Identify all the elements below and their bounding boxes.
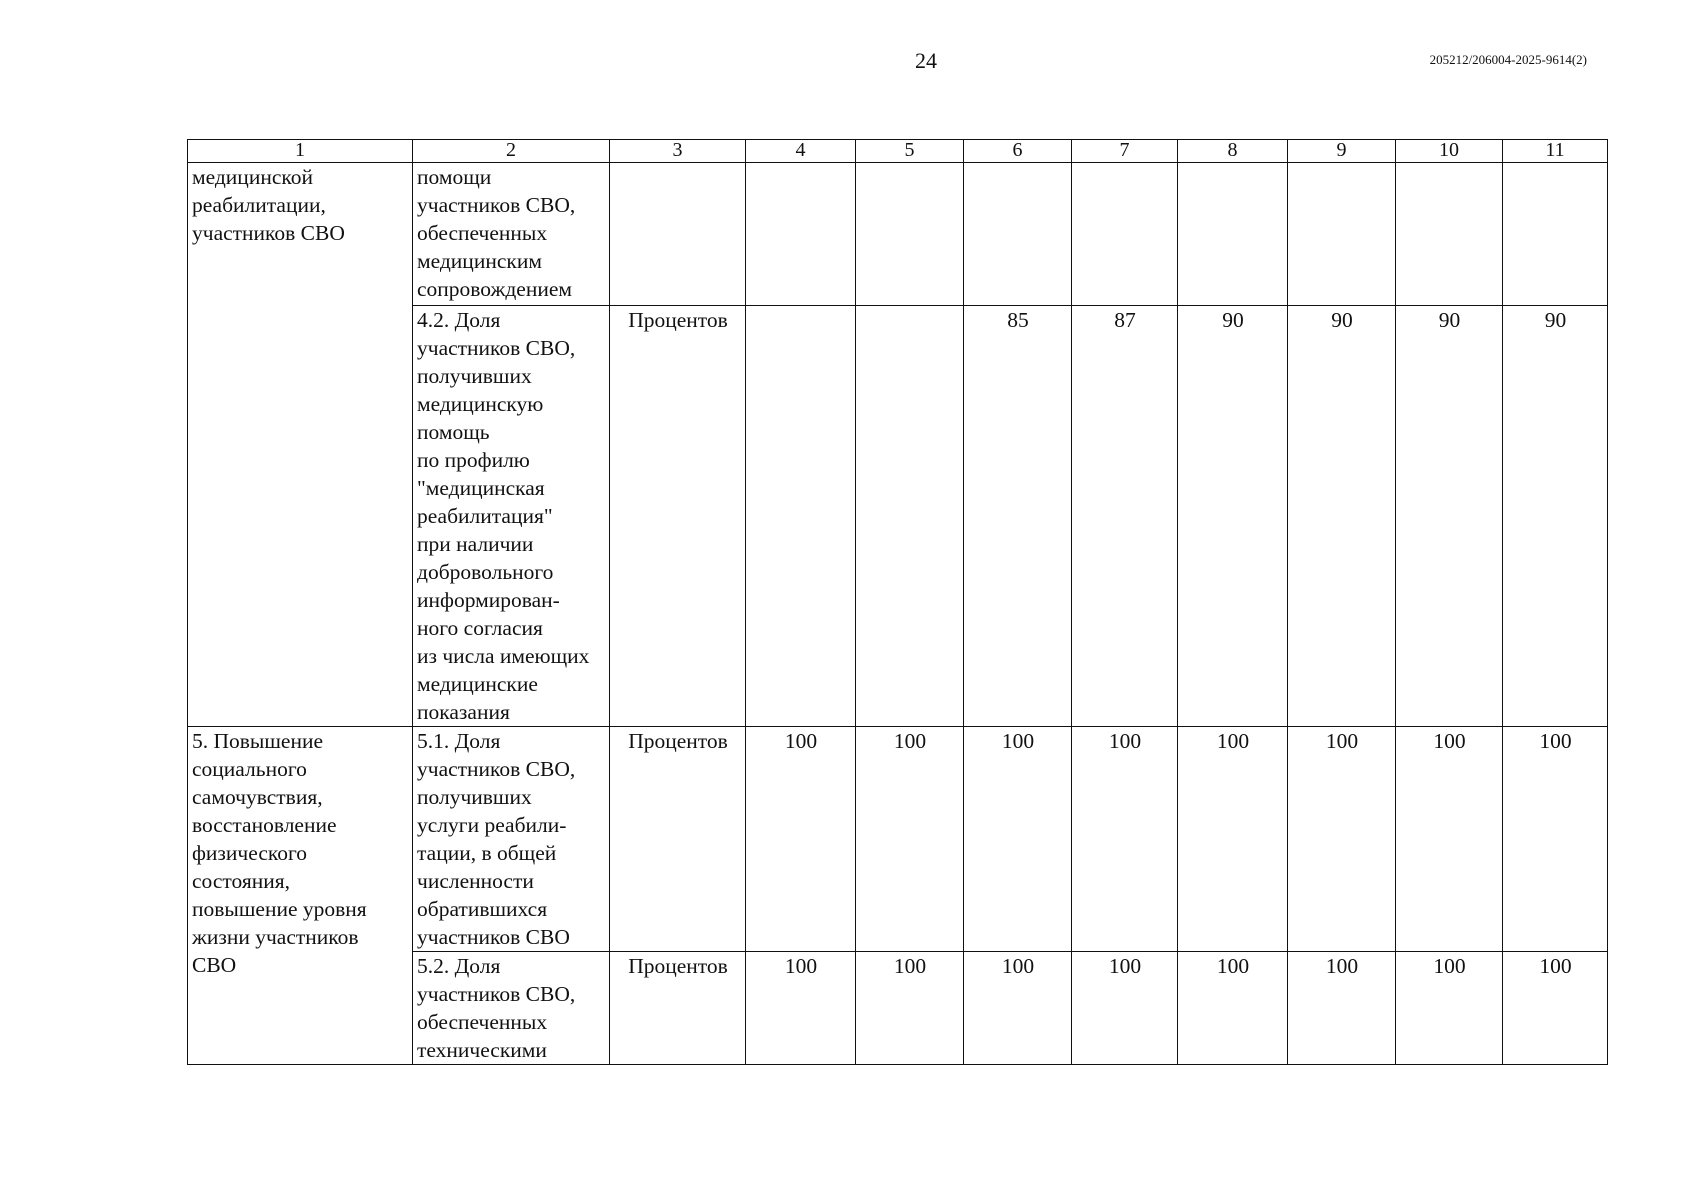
value-cell: 100 <box>746 952 856 1065</box>
value-cell <box>746 163 856 306</box>
column-number: 6 <box>964 140 1072 163</box>
column-number: 5 <box>856 140 964 163</box>
value-cell: 100 <box>856 727 964 952</box>
unit-cell: Процентов <box>610 727 746 952</box>
value-cell: 90 <box>1178 306 1288 727</box>
goal-cell: медицинской реабилитации, участников СВО <box>188 163 413 727</box>
document-code: 205212/206004-2025-9614(2) <box>1429 52 1587 67</box>
value-cell: 90 <box>1288 306 1396 727</box>
unit-cell <box>610 163 746 306</box>
value-cell <box>856 306 964 727</box>
value-cell <box>1072 163 1178 306</box>
value-cell <box>1288 163 1396 306</box>
column-number: 11 <box>1503 140 1608 163</box>
unit-cell: Процентов <box>610 306 746 727</box>
indicator-cell: 5.2. Доля участников СВО, обеспеченных техническими <box>413 952 610 1065</box>
column-number: 7 <box>1072 140 1178 163</box>
column-number-row <box>188 140 1608 163</box>
value-cell: 100 <box>1178 727 1288 952</box>
column-number: 1 <box>188 140 413 163</box>
value-cell: 100 <box>1503 727 1608 952</box>
column-number: 8 <box>1178 140 1288 163</box>
column-number: 4 <box>746 140 856 163</box>
value-cell: 100 <box>964 727 1072 952</box>
value-cell: 100 <box>1288 952 1396 1065</box>
value-cell: 100 <box>1072 727 1178 952</box>
value-cell: 100 <box>1178 952 1288 1065</box>
value-cell: 100 <box>856 952 964 1065</box>
value-cell: 100 <box>964 952 1072 1065</box>
value-cell: 85 <box>964 306 1072 727</box>
value-cell: 100 <box>746 727 856 952</box>
page-number: 24 <box>915 48 937 73</box>
column-number: 9 <box>1288 140 1396 163</box>
value-cell <box>856 163 964 306</box>
value-cell: 87 <box>1072 306 1178 727</box>
value-cell <box>746 306 856 727</box>
value-cell: 100 <box>1396 727 1503 952</box>
value-cell <box>1503 163 1608 306</box>
goal-cell: 5. Повышение социального самочувствия, восстановление физического состояния, повышение уровня жизни участников СВО <box>188 727 413 1065</box>
value-cell <box>964 163 1072 306</box>
table-row <box>188 727 1608 952</box>
value-cell: 100 <box>1072 952 1178 1065</box>
value-cell: 100 <box>1288 727 1396 952</box>
column-number: 2 <box>413 140 610 163</box>
indicators-table <box>187 139 1608 1065</box>
value-cell: 100 <box>1503 952 1608 1065</box>
unit-cell: Процентов <box>610 952 746 1065</box>
indicator-cell: 4.2. Доля участников СВО, получивших медицинскую помощь по профилю "медицинская реабилитация" при наличии добровольного информирован- ного согласия из числа имеющих медицинские показания <box>413 306 610 727</box>
indicator-cell: помощи участников СВО, обеспеченных медицинским сопровождением <box>413 163 610 306</box>
value-cell: 90 <box>1396 306 1503 727</box>
table-row <box>188 163 1608 306</box>
value-cell <box>1396 163 1503 306</box>
value-cell <box>1178 163 1288 306</box>
value-cell: 90 <box>1503 306 1608 727</box>
indicator-cell: 5.1. Доля участников СВО, получивших услуги реабили- тации, в общей численности обратившихся участников СВО <box>413 727 610 952</box>
column-number: 10 <box>1396 140 1503 163</box>
value-cell: 100 <box>1396 952 1503 1065</box>
column-number: 3 <box>610 140 746 163</box>
